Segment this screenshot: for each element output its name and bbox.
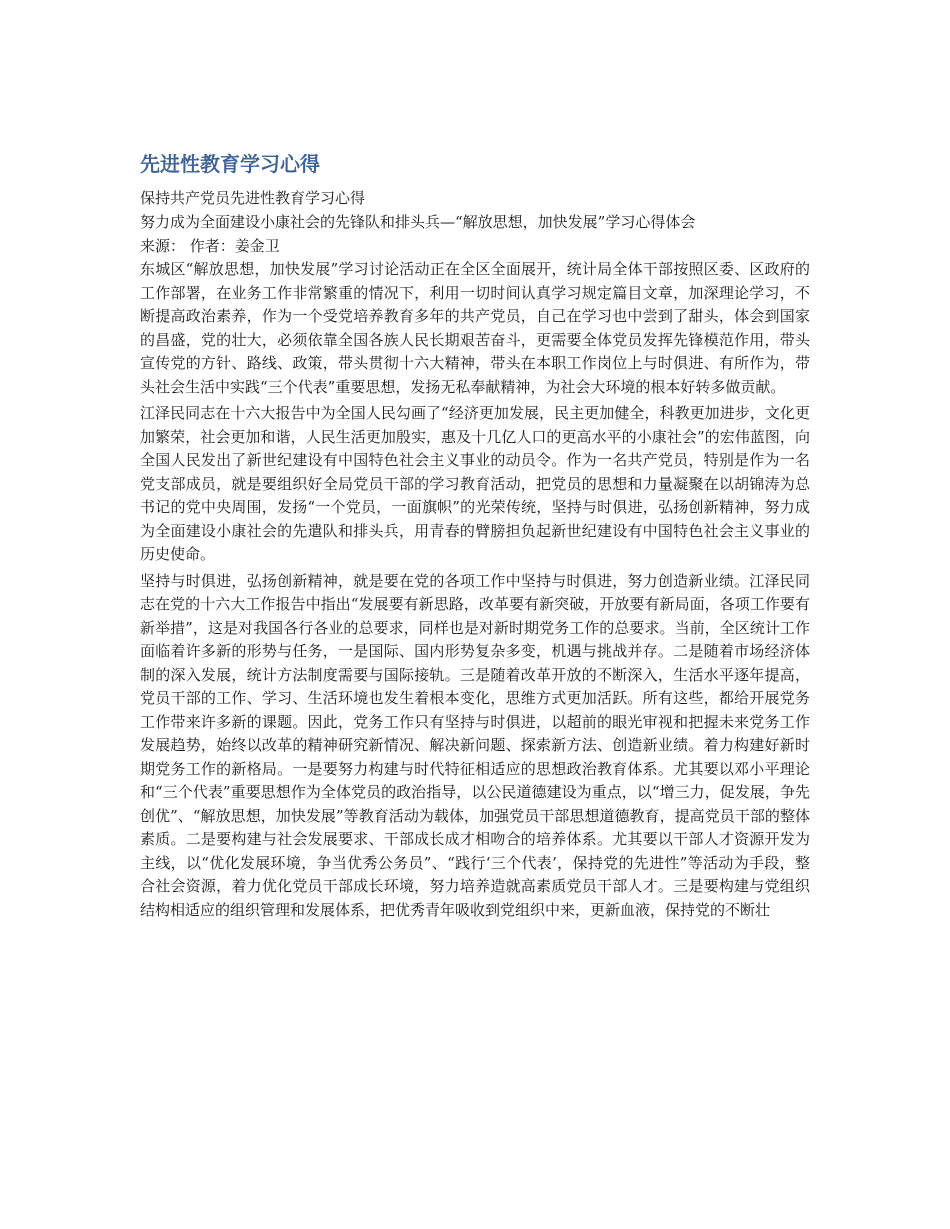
subtitle-line: 努力成为全面建设小康社会的先锋队和排头兵—“解放思想，加快发展”学习心得体会: [140, 213, 696, 231]
body-paragraph: 江泽民同志在十六大报告中为全国人民勾画了“经济更加发展，民主更加健全，科教更加进步，文化更加繁荣，社会更加和谐，人民生活更加殷实，惠及十几亿人口的更高水平的小康社会”的宏伟蓝图，向全国人民发出了新世纪建设有中国特色社会主义事业的动员令。作为一名共产党员，特别是作为一名党支部成员，就是要组织好全局党员干部的学习教育活动，把党员的思想和力量凝聚在以胡锦涛为总书记的党中央周围，发扬“一个党员，一面旗帜”的光荣传统，坚持与时俱进，弘扬创新精神，努力成为全面建设小康社会的先遣队和排头兵，用青春的臂膀担负起新世纪建设有中国特色社会主义事业的历史使命。: [140, 404, 810, 563]
document-title: 先进性教育学习心得: [140, 152, 320, 176]
source-author-line: 来源： 作者：姜金卫: [140, 237, 280, 255]
body-paragraph: 坚持与时俱进，弘扬创新精神，就是要在党的各项工作中坚持与时俱进，努力创造新业绩。江泽民同志在党的十六大工作报告中指出“发展要有新思路，改革要有新突破，开放要有新局面，各项工作要有新举措”，这是对我国各行各业的总要求，同样也是对新时期党务工作的总要求。当前，全区统计工作面临着许多新的形势与任务，一是国际、国内形势复杂多变，机遇与挑战并存。二是随着市场经济体制的深入发展，统计方法制度需要与国际接轨。三是随着改革开放的不断深入，生活水平逐年提高，党员干部的工作、学习、生活环境也发生着根本变化，思维方式更加活跃。所有这些，都给开展党务工作带来许多新的课题。因此，党务工作只有坚持与时俱进，以超前的眼光审视和把握未来党务工作发展趋势，始终以改革的精神研究新情况、解决新问题、探索新方法、创造新业绩。着力构建好新时期党务工作的新格局。一是要努力构建与时代特征相适应的思想政治教育体系。尤其要以邓小平理论和“三个代表”重要思想作为全体党员的政治指导，以公民道德建设为重点，以“增三力，促发展，争先创优”、“解放思想，加快发展”等教育活动为载体，加强党员干部思想道德教育，提高党员干部的整体素质。二是要构建与社会发展要求、干部成长成才相吻合的培养体系。尤其要以干部人才资源开发为主线，以“优化发展环境，争当优秀公务员”、“践行‘三个代表’，保持党的先进性”等活动为手段，整合社会资源，着力优化党员干部成长环境，努力培养造就高素质党员干部人才。三是要构建与党组织结构相适应的组织管理和发展体系，把优秀青年吸收到党组织中来，更新血液，保持党的不断壮: [140, 571, 810, 919]
subtitle-line: 保持共产党员先进性教育学习心得: [140, 189, 366, 207]
body-paragraph: 东城区“解放思想，加快发展”学习讨论活动正在全区全面展开，统计局全体干部按照区委、区政府的工作部署，在业务工作非常繁重的情况下，利用一切时间认真学习规定篇目文章，加深理论学习，不断提高政治素养，作为一个受党培养教育多年的共产党员，自己在学习也中尝到了甜头，体会到国家的昌盛，党的壮大，必须依靠全国各族人民长期艰苦奋斗，更需要全体党员发挥先锋模范作用，带头宣传党的方针、路线、政策，带头贯彻十六大精神，带头在本职工作岗位上与时俱进、有所作为，带头社会生活中实践“三个代表”重要思想，发扬无私奉献精神，为社会大环境的根本好转多做贡献。: [140, 260, 810, 396]
document-page: [140, 148, 810, 925]
